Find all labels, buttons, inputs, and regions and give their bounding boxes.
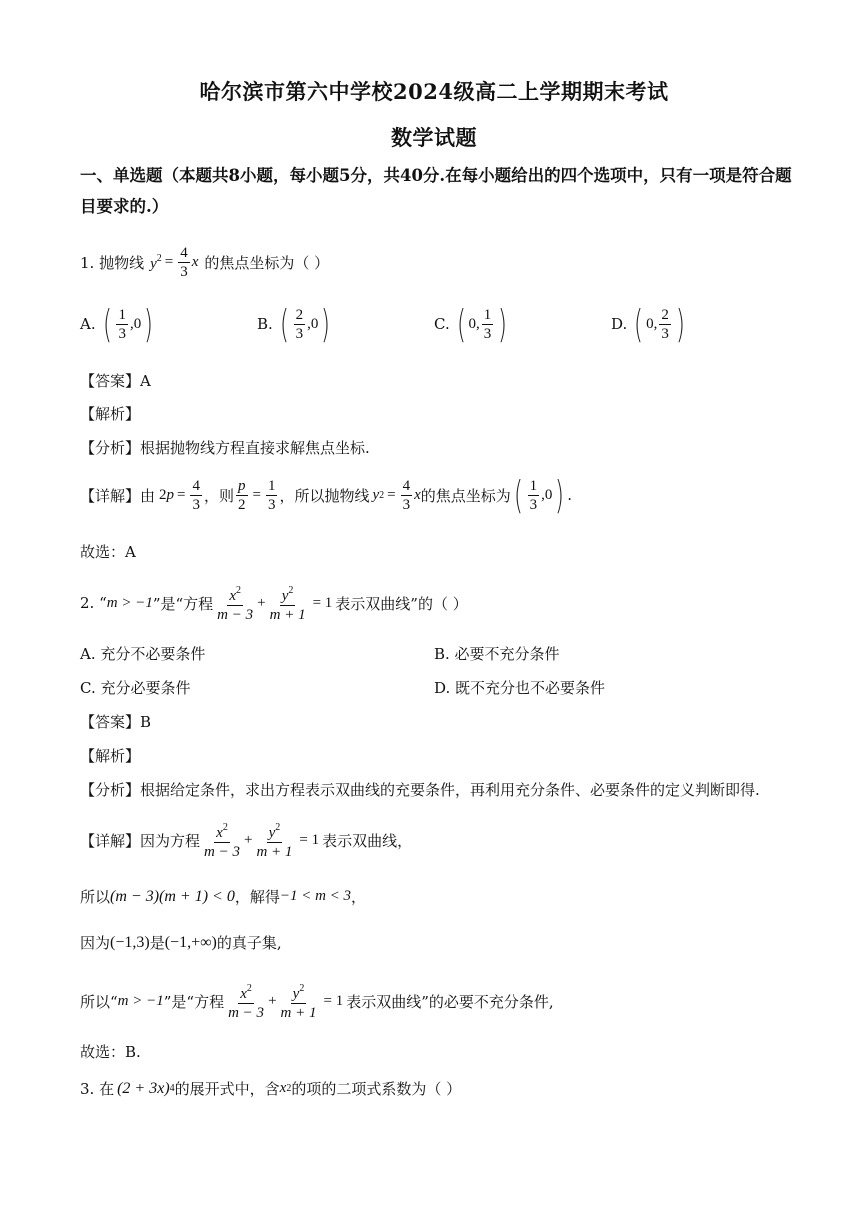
q2-analysis: 【解析】 bbox=[80, 747, 141, 765]
q1-choice: 故选：A bbox=[80, 543, 136, 561]
q1-analysis: 【解析】 bbox=[80, 405, 141, 423]
exam-title: 哈尔滨市第六中学校2024级高二上学期期末考试 bbox=[199, 79, 669, 104]
q1-option-b-value: ( $\frac{2}{3}$ , 0 ) bbox=[279, 302, 331, 346]
q1-answer: 【答案】A bbox=[80, 372, 151, 390]
q1-detail: 【详解】由 2 p = $\frac{4}{3}$ ，则 $\frac{p}{2}$ = $\frac{1}{3}$ ，所以抛物线 y 2 = $\frac{4}{3}$ x 的焦点坐标为 ( $\frac{1}{3}$ ,0 ) . bbox=[80, 473, 572, 517]
q2-step2: 因为 (−1,3) 是 (−1,+∞) 的真子集, bbox=[80, 933, 282, 952]
q1-eq-x: x bbox=[191, 254, 199, 270]
q1-option-c-label: C. bbox=[434, 315, 450, 333]
q2-step3: 所以“ m > −1 ”是“方程 $\frac{x^2}{m - 3}$ + $\frac{y^2}{m + 1}$ = 1 表示双曲线”的必要不充分条件, bbox=[80, 980, 554, 1022]
q1-option-d-value: ( 0 , $\frac{2}{3}$ ) bbox=[634, 302, 685, 346]
q2-detail: 【详解】因为方程 $\frac{x^2}{m - 3}$ + $\frac{y^2}{m + 1}$ = 1 表示双曲线， bbox=[80, 819, 412, 861]
section-heading: 一、单选题（本题共8小题，每小题5分，共40分.在每小题给出的四个选项中，只有一项是符合题目要求的.） bbox=[80, 166, 792, 216]
q2-fenxi: 【分析】根据给定条件，求出方程表示双曲线的充要条件，再利用充分条件、必要条件的定义判断即得. bbox=[80, 781, 760, 799]
q1-stem bbox=[80, 244, 329, 281]
q1-eq-lhs: $y^2$ bbox=[150, 252, 162, 272]
q1-option-d[interactable] bbox=[611, 302, 688, 346]
q1-option-d-label: D. bbox=[611, 315, 628, 333]
q1-stem-tail: 的焦点坐标为（ ） bbox=[204, 254, 330, 272]
q2-step1: 所以 (m − 3)(m + 1) < 0 ，解得 −1 < m < 3 ， bbox=[80, 887, 367, 906]
q2-answer: 【答案】B bbox=[80, 713, 152, 731]
q2-choice: 故选：B. bbox=[80, 1043, 141, 1061]
q2-option-b[interactable]: B. 必要不充分条件 bbox=[434, 645, 560, 663]
q2-option-a[interactable]: A. 充分不必要条件 bbox=[80, 645, 206, 663]
q1-option-a-value: ( $\frac{1}{3}$ , 0 ) bbox=[102, 302, 154, 346]
q3-stem: 3. 在 (2 + 3x) 4 的展开式中，含 x 2 的项的二项式系数为（ ） bbox=[80, 1079, 462, 1098]
q2-condition: m > −1 bbox=[106, 594, 153, 611]
q2-option-d[interactable]: D. 既不充分也不必要条件 bbox=[434, 679, 606, 697]
q1-eq-sign: = bbox=[164, 254, 174, 270]
q1-option-b[interactable] bbox=[257, 302, 333, 346]
q1-fenxi: 【分析】根据抛物线方程直接求解焦点坐标. bbox=[80, 439, 370, 457]
q2-stem: 2. “ m > −1 ”是“方程 $\frac{x^2}{m - 3}$ + $\frac{y^2}{m + 1}$ = 1 表示双曲线”的（ ） bbox=[80, 582, 468, 624]
q1-option-c[interactable] bbox=[434, 302, 510, 346]
q1-option-a[interactable] bbox=[80, 302, 156, 346]
exam-subtitle: 数学试题 bbox=[391, 125, 477, 150]
q1-option-b-label: B. bbox=[257, 315, 273, 333]
q1-eq-frac: $\frac{4}{3}$ bbox=[180, 245, 188, 280]
q1-option-a-label: A. bbox=[80, 315, 96, 333]
q1-number: 1. 抛物线 bbox=[80, 254, 145, 272]
q1-option-c-value: ( 0 , $\frac{1}{3}$ ) bbox=[456, 302, 508, 346]
q2-option-c[interactable]: C. 充分必要条件 bbox=[80, 679, 191, 697]
